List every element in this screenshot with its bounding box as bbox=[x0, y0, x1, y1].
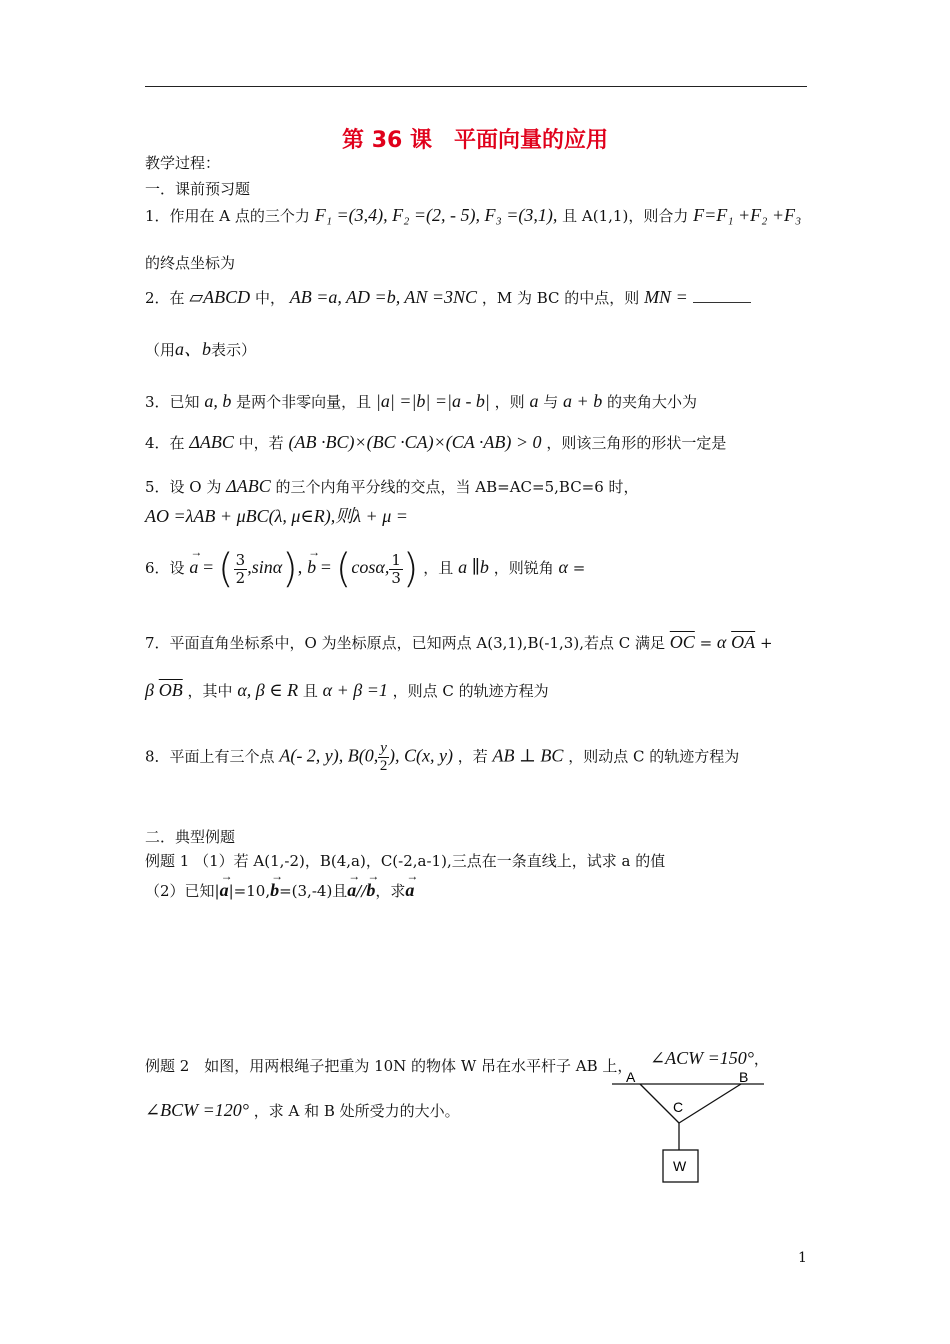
question-5: 5．设 O 为 ΔABC 的三个内角平分线的交点，当 AB=AC=5,BC=6 时， bbox=[145, 476, 639, 496]
page-number: 1 bbox=[798, 1250, 807, 1266]
question-4: 4．在 ΔABC 中，若 (AB ·BC)×(BC ·CA)×(CA ·AB) > 0 ，则该三角形的形状一定是 bbox=[145, 432, 727, 452]
question-2: 2．在 ▱ABCD 中， AB =a, AD =b, AN =3NC ，M 为 BC 的中点，则 MN = bbox=[145, 287, 751, 308]
q1-resultant: F=F₁ +F₂ +F₃ bbox=[693, 205, 802, 225]
q6-fraction-a: $\frac{3}{2}$ bbox=[235, 550, 246, 587]
q5-equation: AO =λAB + μBC(λ, μ∈R),则λ + μ = bbox=[145, 506, 408, 526]
question-8: 8．平面上有三个点 A(- 2, y), B(0, $\frac{y}{2}$ ), C(x, y) ，若 AB ⊥ BC ，则动点 C 的轨迹方程为 bbox=[145, 740, 740, 774]
label-b: B bbox=[739, 1069, 749, 1085]
q3-condition: |a| =|b| =|a - b| bbox=[375, 391, 490, 411]
question-6: 6．设 → a = ( $\frac{3}{2}$ ,sinα), → b = (cosα, $\frac{1}{3}$ ) ，且 a ∥b ，则锐角 α = bbox=[145, 545, 586, 592]
q6-vector-a: → a bbox=[189, 545, 203, 577]
label-w: W bbox=[673, 1158, 687, 1174]
question-1-line2: 的终点坐标为 bbox=[145, 254, 236, 272]
example-1-part-2: （2）已知| → a|=10, → b=(3,-4)且 → a// → b，求 → a bbox=[145, 869, 419, 900]
example-2: 例题 2 如图，用两根绳子把重为 10N 的物体 W 吊在水平杆子 AB 上， bbox=[145, 1057, 633, 1075]
q8-fraction: $\frac{y}{2}$ bbox=[379, 740, 388, 774]
q1-forces: F₁ =(3,4), F₂ =(2, - 5), F₃ =(3,1), bbox=[314, 205, 558, 225]
rope-bc bbox=[679, 1084, 741, 1123]
teaching-process-label: 教学过程： bbox=[145, 154, 221, 172]
q2-parallelogram: ▱ABCD bbox=[189, 287, 251, 307]
page-title: 第 36 课 平面向量的应用 bbox=[342, 128, 608, 153]
section-2-heading: 二．典型例题 bbox=[145, 828, 236, 846]
q6-vector-b: → b bbox=[307, 545, 321, 577]
q2-conditions: AB =a, AD =b, AN =3NC bbox=[289, 287, 478, 307]
label-a: A bbox=[626, 1069, 636, 1085]
example-1-part-1: 例题 1 （1）若 A(1,-2)，B(4,a)，C(-2,a-1),三点在一条直线上，试求 a 的值 bbox=[145, 852, 666, 870]
question-7: 7．平面直角坐标系中，O 为坐标原点，已知两点 A(3,1),B(-1,3),若点 C 满足 $\overline{OC} = \alpha$ $\overline{OA}$ + bbox=[145, 632, 773, 652]
q4-condition: (AB ·BC)×(BC ·CA)×(CA ·AB) > 0 bbox=[288, 432, 542, 452]
question-2-line2: （用a、b表示） bbox=[145, 339, 257, 359]
angle-acw: ∠ACW =150°， bbox=[650, 1048, 769, 1068]
question-3: 3．已知 a, b 是两个非零向量，且 |a| =|b| =|a - b| ，则 a 与 a + b 的夹角大小为 bbox=[145, 391, 697, 411]
section-1-heading: 一．课前预习题 bbox=[145, 180, 251, 198]
q6-fraction-b: $\frac{1}{3}$ bbox=[391, 550, 401, 587]
q2-ask: MN = bbox=[644, 287, 688, 307]
question-1: 1．作用在 A 点的三个力 F₁ =(3,4), F₂ =(2, - 5), F₃ =(3,1), 且 A(1,1)，则合力 F=F₁ +F₂ +F₃ bbox=[145, 205, 802, 225]
example-2-line2: ∠BCW =120° ，求 A 和 B 处所受力的大小。 bbox=[145, 1100, 460, 1120]
label-c: C bbox=[673, 1099, 684, 1115]
question-7-line2: β $\overline{OB}$ ，其中 α, β ∈ R 且 α + β =1 ，则点 C 的轨迹方程为 bbox=[145, 680, 549, 700]
